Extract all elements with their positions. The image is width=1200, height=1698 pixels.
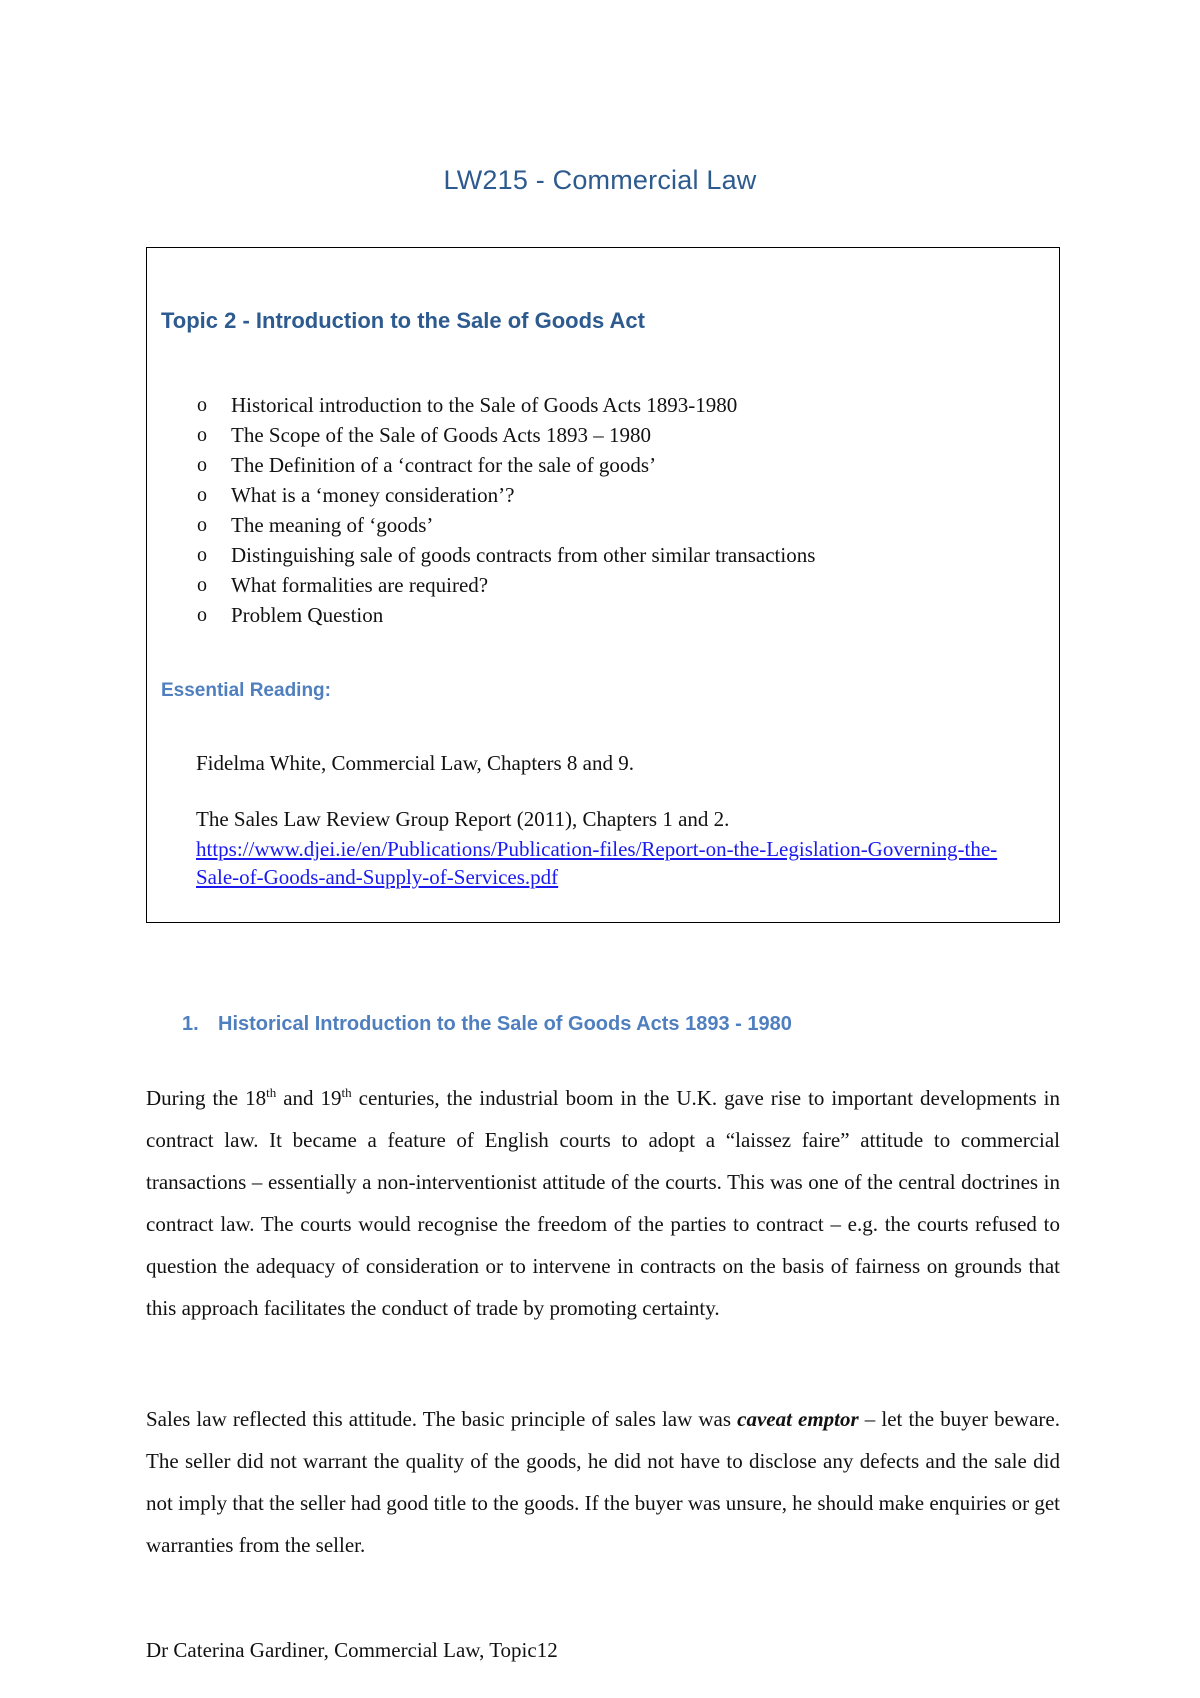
list-item-text: The meaning of ‘goods’ xyxy=(231,513,434,537)
emphasis-term: caveat emptor xyxy=(737,1407,859,1431)
list-item-text: The Definition of a ‘contract for the sale of goods’ xyxy=(231,453,657,477)
reading-item-report: The Sales Law Review Group Report (2011), Chapters 1 and 2. xyxy=(196,807,730,831)
section-title: Historical Introduction to the Sale of Goods Acts 1893 - 1980 xyxy=(218,1013,792,1035)
list-item-text: Problem Question xyxy=(231,603,384,627)
para-text: – let the buyer beware. The seller did not warrant the quality of the goods, he did not have to disclose any defects and the sale did not imply that the seller had good title to the goods. If the buyer was unsure, he should make enquiries or get warranties from the seller. xyxy=(146,1407,1060,1557)
list-item xyxy=(197,510,815,540)
list-item-text: What is a ‘money consideration’? xyxy=(231,483,515,507)
list-item-text: Historical introduction to the Sale of Goods Acts 1893-1980 xyxy=(231,393,738,417)
list-item xyxy=(197,570,815,600)
para-text: and 19 xyxy=(276,1086,342,1110)
bullet-icon: o xyxy=(197,454,207,476)
bullet-icon: o xyxy=(197,574,207,596)
list-item xyxy=(197,420,815,450)
para-text: centuries, the industrial boom in the U.K. gave rise to important developments in contract law. It became a feature of English courts to adopt a “laissez faire” attitude to commercial transactions – essentially a non-interventionist attitude of the courts. This was one of the central doctrines in contract law. The courts would recognise the freedom of the parties to contract – e.g. the courts refused to question the adequacy of consideration or to intervene in contracts on the basis of fairness on grounds that this approach facilitates the conduct of trade by promoting certainty. xyxy=(146,1086,1060,1320)
bullet-icon: o xyxy=(197,424,207,446)
superscript: th xyxy=(266,1085,277,1100)
bullet-icon: o xyxy=(197,484,207,506)
topic-box xyxy=(146,247,1060,923)
topic-heading: Topic 2 - Introduction to the Sale of Goods Act xyxy=(161,308,645,333)
section-number: 1. xyxy=(182,1013,199,1035)
list-item-text: Distinguishing sale of goods contracts from other similar transactions xyxy=(231,543,816,567)
body-paragraph-1 xyxy=(146,1077,1060,1329)
list-item xyxy=(197,480,815,510)
topic-list xyxy=(197,390,815,630)
list-item xyxy=(197,540,815,570)
para-text: Sales law reflected this attitude. The basic principle of sales law was xyxy=(146,1407,738,1431)
list-item-text: What formalities are required? xyxy=(231,573,489,597)
essential-reading-heading: Essential Reading: xyxy=(161,680,331,701)
list-item xyxy=(197,600,815,630)
bullet-icon: o xyxy=(197,604,207,626)
superscript: th xyxy=(341,1085,352,1100)
document-title: LW215 - Commercial Law xyxy=(443,165,757,195)
para-text: During the 18 xyxy=(146,1086,267,1110)
report-link[interactable]: https://www.djei.ie/en/Publications/Publication-files/Report-on-the-Legislation-Governing-the-Sale-of-Goods-and-Supply-of-Services.pdf xyxy=(196,837,998,889)
body-paragraph-2 xyxy=(146,1398,1060,1566)
list-item xyxy=(197,390,815,420)
bullet-icon: o xyxy=(197,394,207,416)
section-heading xyxy=(182,1013,792,1036)
page-footer: Dr Caterina Gardiner, Commercial Law, Topic12 xyxy=(146,1638,558,1662)
list-item xyxy=(197,450,815,480)
reading-item-textbook: Fidelma White, Commercial Law, Chapters 8 and 9. xyxy=(196,751,634,775)
bullet-icon: o xyxy=(197,544,207,566)
bullet-icon: o xyxy=(197,514,207,536)
list-item-text: The Scope of the Sale of Goods Acts 1893 – 1980 xyxy=(231,423,651,447)
